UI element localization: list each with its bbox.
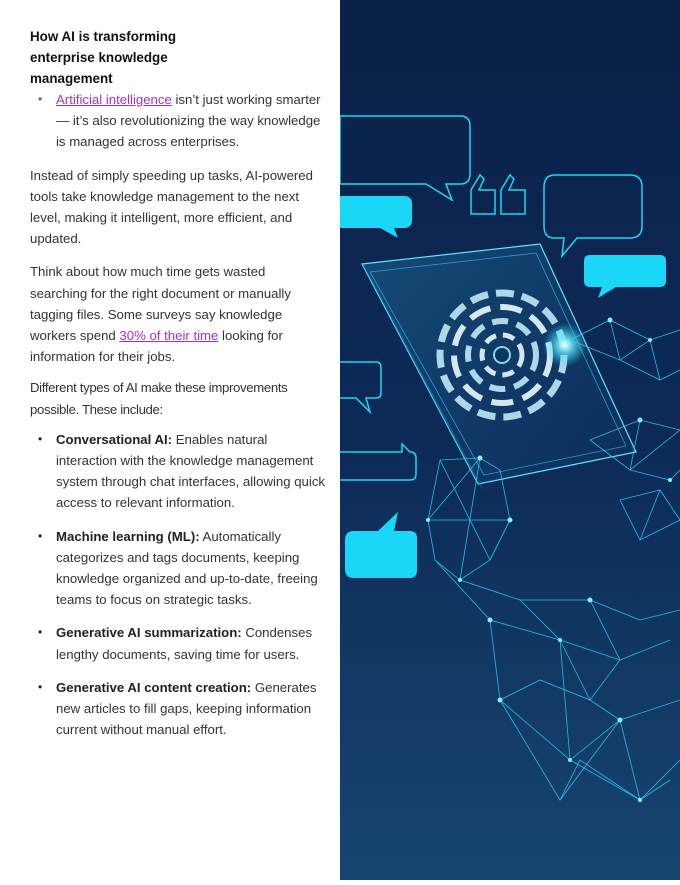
paragraph-2-before: Think about how much time gets wasted searching for the right document or manually tagging files. Some surveys say knowledge workers spend: [30, 264, 291, 344]
bullet: •: [38, 528, 43, 543]
intro-item: [30, 89, 326, 153]
ai-types-list: [30, 429, 326, 741]
paragraph-2-after: looking for information for their jobs.: [30, 328, 283, 365]
list-item: [30, 677, 326, 741]
list-item: [30, 622, 326, 664]
intro-text: isn’t just working smarter — it’s also revolutionizing the way knowledge is managed across enterprises.: [56, 92, 321, 150]
list-item: [30, 429, 326, 514]
list-item-description: Condenses lengthy documents, saving time for users.: [56, 625, 313, 662]
list-item: [30, 526, 326, 611]
list-item-description: Generates new articles to fill gaps, keeping information current without manual effort.: [56, 679, 317, 738]
bullet: •: [38, 625, 43, 640]
list-item-description: Automatically categorizes and tags documents, keeping knowledge organized and up-to-date, freeing teams to focus on strategic tasks.: [56, 528, 318, 608]
list-item-term: Generative AI summarization:: [56, 625, 242, 641]
ai-hand-illustration: [340, 0, 680, 880]
page-title: How AI is transforming enterprise knowledge management: [30, 29, 177, 86]
article: [30, 26, 326, 752]
illustration-panel: [340, 0, 680, 880]
intro-list: [30, 89, 326, 153]
list-item-description: Enables natural interaction with the knowledge management system through chat interfaces, allowing quick access to relevant information.: [56, 431, 326, 511]
paragraph-1: Instead of simply speeding up tasks, AI-powered tools take knowledge management to the next level, making it intelligent, more efficient, and updated.: [30, 167, 313, 247]
paragraph-3: Different types of AI make these improvements possible. These include:: [30, 380, 288, 417]
artificial-intelligence-link[interactable]: Artificial intelligence: [56, 92, 172, 107]
paragraph-2: [30, 261, 326, 367]
list-item-term: Generative AI content creation:: [56, 679, 252, 695]
statistic-link[interactable]: 30% of their time: [119, 328, 219, 344]
bullet: •: [38, 92, 43, 106]
list-item-term: Conversational AI:: [56, 431, 173, 447]
bullet: •: [38, 431, 43, 446]
bullet: •: [38, 679, 43, 694]
list-item-term: Machine learning (ML):: [56, 528, 200, 544]
